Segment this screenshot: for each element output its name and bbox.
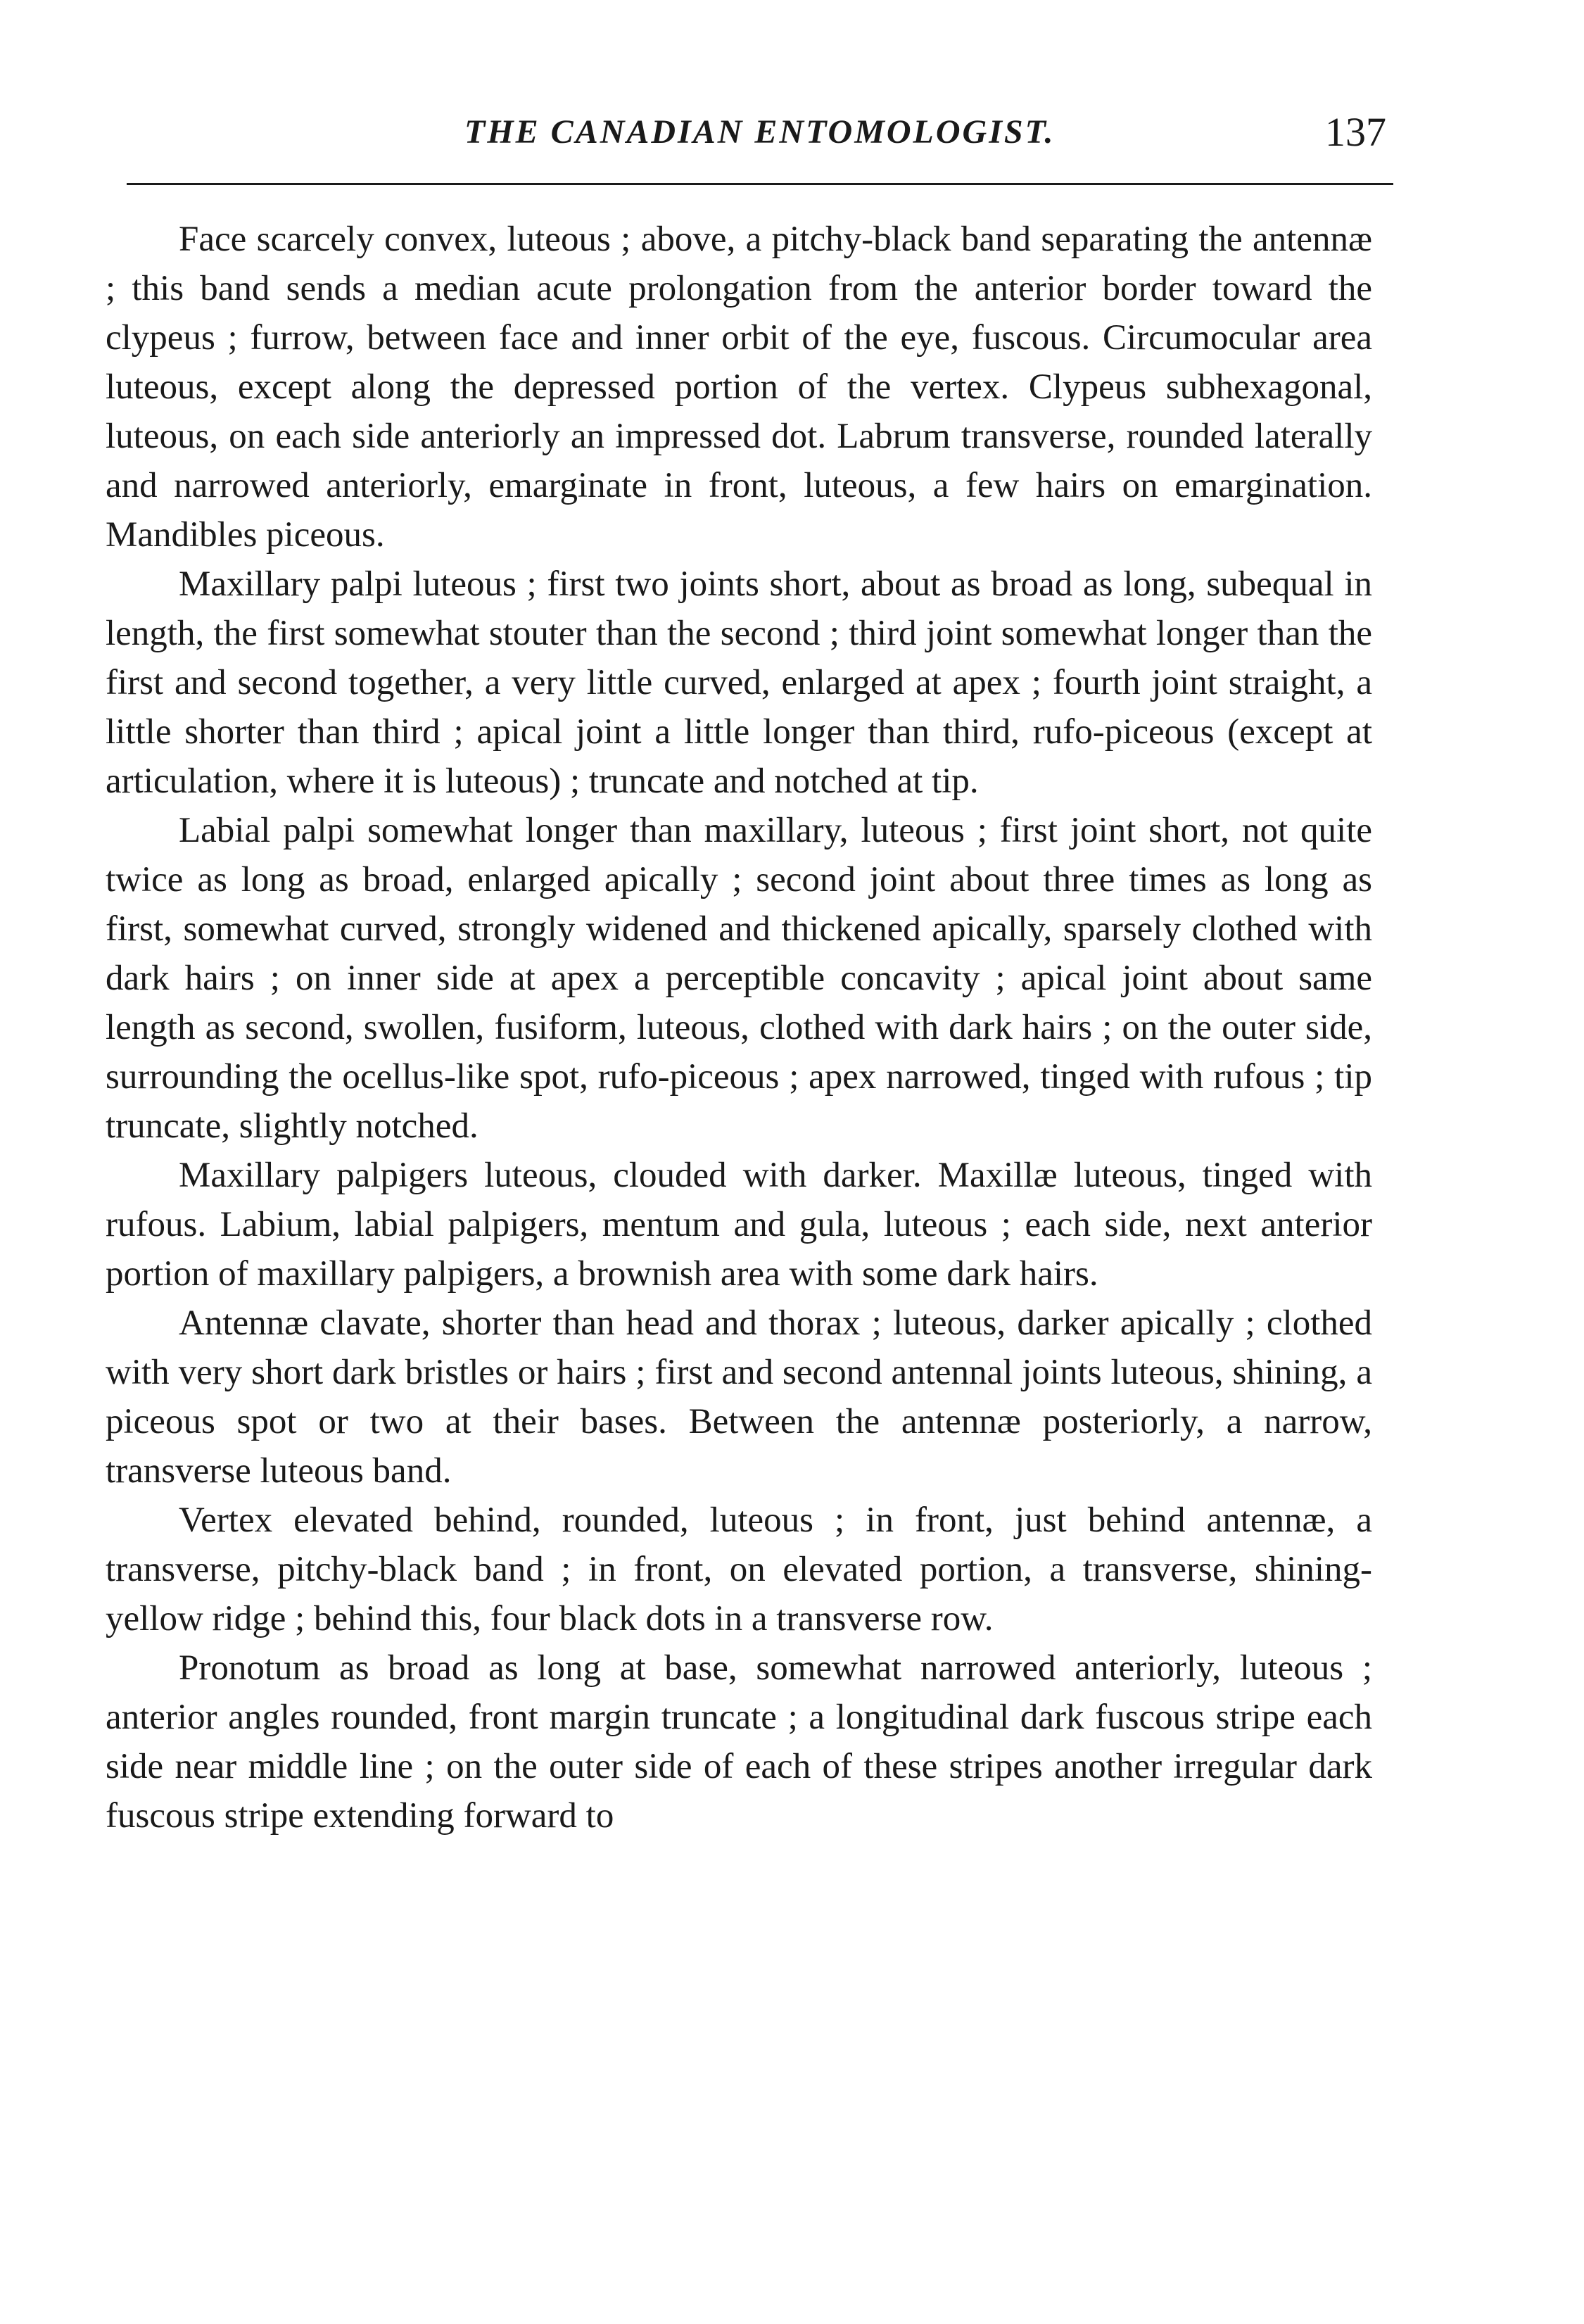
body-text	[106, 215, 1372, 1840]
paragraph-pronotum: Pronotum as broad as long at base, somewhat narrowed anteriorly, luteous ; anterior angles rounded, front margin truncate ; a longitudinal dark fuscous stripe each side near middle line ; on the outer side of each of these stripes another irregular dark fuscous stripe extending forward to	[106, 1648, 1372, 1836]
paragraph-vertex: Vertex elevated behind, rounded, luteous ; in front, just behind antennæ, a transverse, pitchy-black band ; in front, on elevated portion, a transverse, shining-yellow ridge ; behind this, four black dots in a transverse row.	[106, 1501, 1372, 1638]
header-rule	[127, 183, 1393, 185]
paragraph-maxillary-palpigers: Maxillary palpigers luteous, clouded with darker. Maxillæ luteous, tinged with rufous. Labium, labial palpigers, mentum and gula, luteous ; each side, next anterior portion of maxillary palpigers, a brownish area with some dark hairs.	[106, 1156, 1372, 1294]
paragraph-face: Face scarcely convex, luteous ; above, a pitchy-black band separating the antennæ ; this band sends a median acute prolongation from the anterior border toward the clypeus ; furrow, between face and inner orbit of the eye, fuscous. Circumocular area luteous, except along the depressed portion of the vertex. Clypeus subhexagonal, luteous, on each side anteriorly an impressed dot. Labrum transverse, rounded laterally and narrowed anteriorly, emarginate in front, luteous, a few hairs on emargination. Mandibles piceous.	[106, 220, 1372, 555]
running-title: THE CANADIAN ENTOMOLOGIST.	[464, 113, 1056, 151]
paragraph-maxillary-palpi: Maxillary palpi luteous ; first two joints short, about as broad as long, subequal in length, the first somewhat stouter than the second ; third joint somewhat longer than the first and second together, a very little curved, enlarged at apex ; fourth joint straight, a little shorter than third ; apical joint a little longer than third, rufo-piceous (except at articulation, where it is luteous) ; truncate and notched at tip.	[106, 564, 1372, 801]
page-header	[106, 99, 1386, 162]
page-number: 137	[1325, 109, 1386, 155]
page	[106, 99, 1386, 1836]
paragraph-antennae: Antennæ clavate, shorter than head and thorax ; luteous, darker apically ; clothed with very short dark bristles or hairs ; first and second antennal joints luteous, shining, a piceous spot or two at their bases. Between the antennæ posteriorly, a narrow, transverse luteous band.	[106, 1303, 1372, 1491]
paragraph-labial-palpi: Labial palpi somewhat longer than maxillary, luteous ; first joint short, not quite twice as long as broad, enlarged apically ; second joint about three times as long as first, somewhat curved, strongly widened and thickened apically, sparsely clothed with dark hairs ; on inner side at apex a perceptible concavity ; apical joint about same length as second, swollen, fusiform, luteous, clothed with dark hairs ; on the outer side, surrounding the ocellus-like spot, rufo-piceous ; apex narrowed, tinged with rufous ; tip truncate, slightly notched.	[106, 811, 1372, 1146]
